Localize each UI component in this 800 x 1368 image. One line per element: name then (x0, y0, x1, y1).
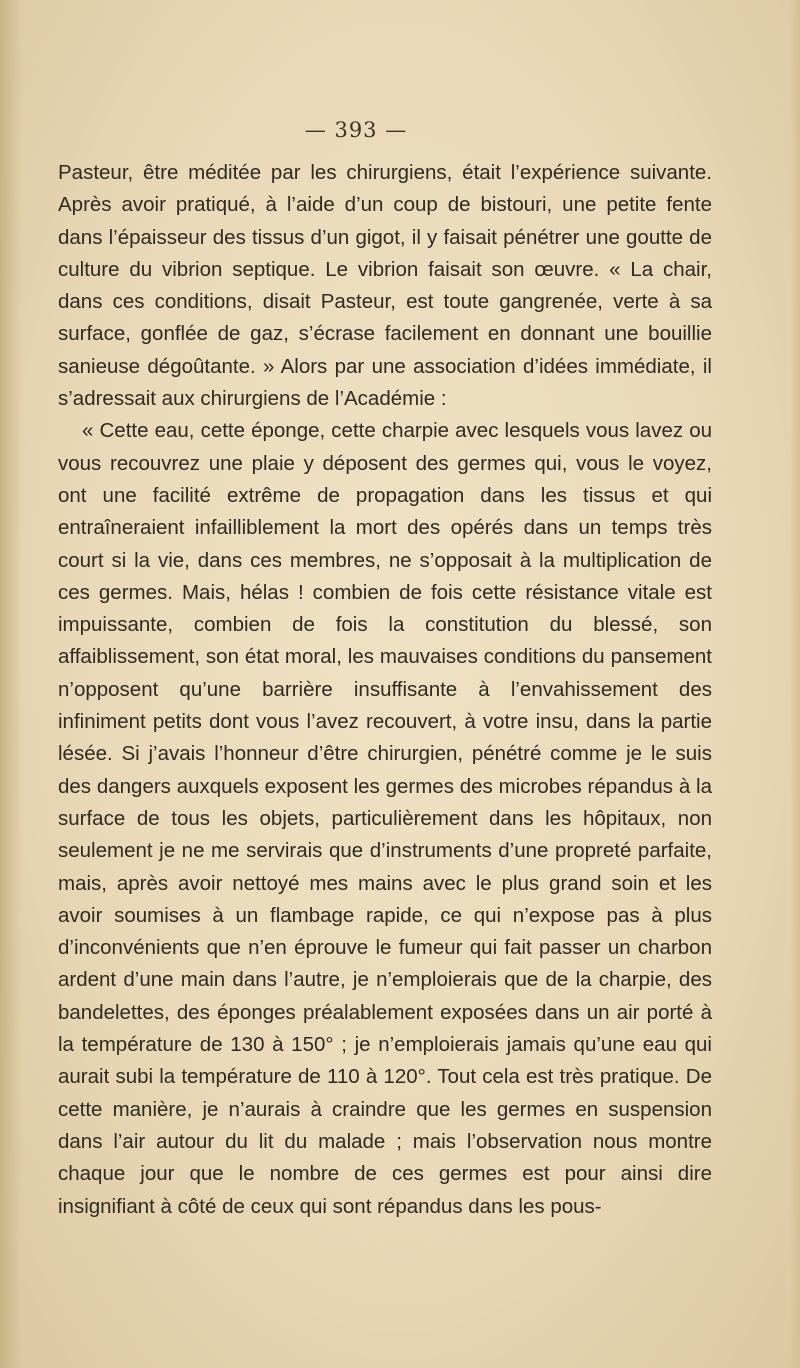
page-edge-shadow-right (790, 0, 800, 1368)
paragraph-1: Pasteur, être méditée par les chirurgiens, était l’expérience suivante. Après avoir pratiqué, à l’aide d’un coup de bistouri, une petite fente dans l’épaisseur des tissus d’un gigot, il y faisait pénétrer une goutte de culture du vibrion septique. Le vibrion faisait son œuvre. « La chair, dans ces conditions, disait Pasteur, est toute gangrenée, verte à sa surface, gonflée de gaz, s’écrase facilement en donnant une bouillie sanieuse dégoûtante. » Alors par une association d’idées immédiate, il s’adressait aux chirurgiens de l’Académie : (58, 161, 712, 411)
body-text (58, 157, 712, 1223)
page-number: — 393 — (304, 118, 408, 142)
paragraph-2: « Cette eau, cette éponge, cette charpie avec lesquels vous lavez ou vous recouvrez une plaie y déposent des germes qui, vous le voyez, ont une facilité extrême de propagation dans les tissus et qui entraîneraient infailliblement la mort des opérés dans un temps très court si la vie, dans ces membres, ne s’opposait à la multiplication de ces germes. Mais, hélas ! combien de fois cette résistance vitale est impuissante, combien de fois la constitution du blessé, son affaiblissement, son état moral, les mauvaises conditions du pansement n’opposent qu’une barrière insuffisante à l’envahissement des infiniment petits dont vous l’avez recouvert, à votre insu, dans la partie lésée. Si j’avais l’honneur d’être chirurgien, pénétré comme je le suis des dangers auxquels exposent les germes des microbes répandus à la surface de tous les objets, particulièrement dans les hôpitaux, non seulement je ne me servirais que d’instruments d’une propreté parfaite, mais, après avoir nettoyé mes mains avec le plus grand soin et les avoir soumises à un flambage rapide, ce qui n’expose pas à plus d’inconvénients que n’en éprouve le fumeur qui fait passer un charbon ardent d’une main dans l’autre, je n’emploierais que de la charpie, des bandelettes, des éponges préalablement exposées dans un air porté à la température de 130 à 150° ; je n’emploierais jamais qu’une eau qui aurait subi la température de 110 à 120°. Tout cela est très pratique. De cette manière, je n’aurais à craindre que les germes en suspension dans l’air autour du lit du malade ; mais l’observation nous montre chaque jour que le nombre de ces germes est pour ainsi dire insignifiant à côté de ceux qui sont répandus dans les pous- (58, 419, 712, 1218)
page-edge-shadow-left (0, 0, 22, 1368)
